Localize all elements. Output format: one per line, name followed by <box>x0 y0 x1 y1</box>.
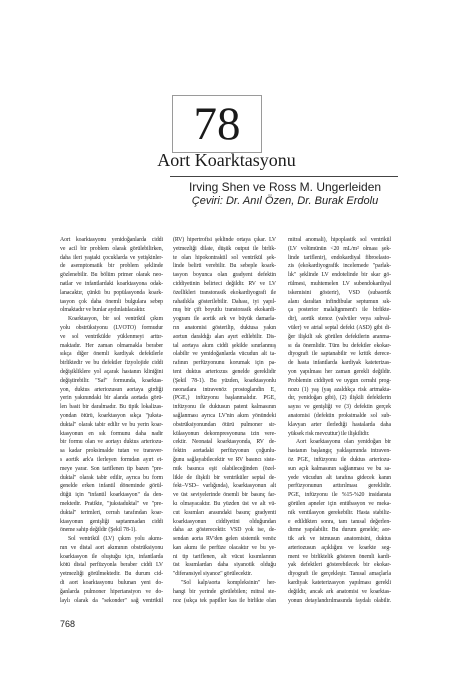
text-line: lanacaktır, çünkü bu popülasyonda koark- <box>60 289 163 296</box>
text-line: (LV volümünün <20 mL/m² olması şek- <box>288 245 391 252</box>
paragraph <box>288 236 391 438</box>
text-line: tent duktus arteriozus genelde gereklidir <box>173 368 276 375</box>
text-line: yon, duktus arteriozusun aortaya girdiği <box>60 386 163 393</box>
paragraph <box>173 236 276 579</box>
text-line: anatomisi (defektin proksimalde sol sub- <box>288 412 391 419</box>
text-line: daha ileri yaştaki çocuklarda ve yetişkinler- <box>60 254 163 261</box>
text-line: ktasyonun genişliği saptanmadan ciddi <box>60 518 163 525</box>
text-line: genelde erken infantil döneminde görül- <box>60 483 163 490</box>
text-line: ktasyonun en sık formunu daha nadir <box>60 430 163 437</box>
text-line: Problemin ciddiyeti ve uygun cerrahi prog- <box>288 377 391 384</box>
text-line: diyografi ile gerçekleşir. Tanısal amaçlarla <box>288 571 391 578</box>
text-line: ve sol ventrikülde yüklenmeyi arttır- <box>60 333 163 340</box>
text-line: tasyon boyunca olan gradyent defektin <box>173 272 276 279</box>
text-line: yolu obstrüksiyonu (LVOTO) formudur <box>60 324 163 331</box>
text-line: üst kısımlardan daha siyanotik olduğu <box>173 562 276 569</box>
text-line: kan akımı ile perfüze olacaktır ve bu ye- <box>173 544 276 551</box>
text-line: mektedir. Pratikte, "jukstaduktal" ve "pre- <box>60 500 163 507</box>
text-line: fektin aortadaki perfüzyonun çoğunlu- <box>173 448 276 455</box>
text-line: koarktasyonun ciddiyetini olduğundan <box>173 518 276 525</box>
text-line: nozu (1) yaş (yaş azaldıkça risk artmakta- <box>288 386 391 393</box>
paragraph <box>60 535 163 605</box>
page-number: 768 <box>60 619 76 629</box>
text-line: diyografi ile saptanabilir ve kritik derece- <box>288 351 391 358</box>
paragraph <box>288 438 391 605</box>
text-line: natlar ve infantlardaki koarktasyona odak- <box>60 280 163 287</box>
text-line: sı da önemlidir. Tüm bu defektler ekokar- <box>288 342 391 349</box>
text-line: değiştirebilir. "Saf" formunda, koarktas- <box>60 377 163 384</box>
text-line: bir formu olan ve aortayı duktus arteriozu- <box>60 439 163 446</box>
text-line: obstrüksiyonundan ötürü pulmoner sir- <box>173 421 276 428</box>
text-line: yon yapılması her zaman gerekli değildir. <box>288 368 391 375</box>
text-line: linde belirti verebilir. Bu sebeple koark- <box>173 263 276 270</box>
text-line: nik ventilasyon gerekebilir. Hasta stabiliz- <box>288 509 391 516</box>
text-line: PGE₁ infüzyonu ile %15-%20 insidansta <box>288 492 391 499</box>
text-line: ciddiyetinin belirteci değildir. RV ve LV <box>173 280 276 287</box>
text-line: s aortik ark'a ilerleyen formdan ayırt et- <box>60 456 163 463</box>
chapter-authors: Irving Shen ve Ross M. Ungerleiden <box>188 180 382 194</box>
text-line: zis (ekokardiyografik incelemede "parlak- <box>288 263 391 270</box>
text-line: değişikliklere yol açarak hastanın kliniğini <box>60 368 163 375</box>
text-line: fekt–VSD– varlığında), koarktasyonun alt <box>173 483 276 490</box>
text-line: yerin yakınındaki bir alanda aortada görü- <box>60 395 163 402</box>
text-line: te olan hipokontraktil sol ventrikül şek- <box>173 254 276 261</box>
text-line: linde tariflenir), endokardiyal fibroelasto- <box>288 254 391 261</box>
text-line: duktal" terimleri, cerrah tarafından koar- <box>60 509 163 516</box>
text-line: maktadır. Her zaman olmamakla beraber <box>60 342 163 349</box>
text-line: de asemptomatik bir problem şeklinde <box>60 263 163 270</box>
text-line: cut kısımları arasındaki basınç gradyenti <box>173 509 276 516</box>
text-line: dir), aortik stenoz (valvüler veya subval- <box>288 316 391 323</box>
text-line: (Şekil 78-1). Bu yüzden, koarktasyonlu <box>173 377 276 384</box>
text-line: laylı olarak da "sekonder" sağ ventrikül <box>60 597 163 604</box>
text-line: infüzyonu ile duktusun patent kalmasının <box>173 404 276 411</box>
text-column <box>60 236 163 605</box>
text-column <box>173 236 276 605</box>
text-line: hastanın başlangıç yaklaşımında intraven- <box>288 448 391 455</box>
text-line: değildir, ancak ark anatomisi ve koarktas- <box>288 588 391 595</box>
text-line: rın anatomisi gösterilip, duktusa yakın <box>173 324 276 331</box>
text-line: kı olmayacaktır. Bu yüzden üst ve alt vü- <box>173 500 276 507</box>
text-line: yondan ötürü, koarktasyon sıkça "juksta- <box>60 412 163 419</box>
text-line: yetmezliği görülmektedir. Bu durum cid- <box>60 571 163 578</box>
text-line: arteriozusun açıklığını ve koarkte seg- <box>288 544 391 551</box>
text-line: rahatlıkla gösterilebilir. Dahası, iyi yapıl- <box>173 298 276 305</box>
text-line: len basit bir daralmadır. Bu tipik lokalizas- <box>60 404 163 411</box>
text-line: düğü için "infantil koarktasyon" da den- <box>60 492 163 499</box>
text-line: duktal" olarak tabir edilir ve bu yerin koar- <box>60 421 163 428</box>
text-line: alanı daraltan infindibular septumun sık- <box>288 298 391 305</box>
text-line: görülen apneler için entübasyon ve meka- <box>288 500 391 507</box>
text-line: Aort koarktasyonu yenidoğanlarda ciddi <box>60 237 163 243</box>
text-line: meye yarar. Son tariflenen tip bazen "pre- <box>60 465 163 472</box>
text-line: (PGE₁) infüzyonu başlanmalıdır. PGE₁ <box>173 395 276 402</box>
chapter-translators: Çeviri: Dr. Anıl Özen, Dr. Burak Erdolu <box>191 195 379 207</box>
text-line: daha az gösterecektir. VSD yok ise, de- <box>173 527 276 534</box>
paragraph <box>60 236 163 315</box>
text-line: de hasta infantlarda kardiyak kateterizas- <box>288 360 391 367</box>
text-line: külasyonun dekompresyonuna izin vere- <box>173 430 276 437</box>
text-line: mış bir çift boyutlu transtorasik ekokardi- <box>173 307 276 314</box>
text-line: vüler) ve atrial septal defekt (ASD) gibi di- <box>288 324 391 331</box>
text-line: ve acil bir problem olarak görülebilirken, <box>60 245 163 252</box>
text-line: Sol ventrikül (LV) çıkım yolu akımı- <box>68 536 163 543</box>
text-line: sun açık kalmasının sağlanması ve bu sa- <box>288 465 391 472</box>
text-line: ğanlarda pulmoner hipertansiyon ve do- <box>60 588 163 595</box>
text-line: mik basınca eşit olabileceğinden (özel- <box>173 465 276 472</box>
text-line: kötü distal perfüzyonla beraber ciddi LV <box>60 562 163 569</box>
text-line: hangi bir yerinde görülebilen; mitral ste- <box>173 588 276 595</box>
text-line: nın ve distal aort akımının obstrüksiyonu <box>60 544 163 551</box>
text-line: sağlanması ayrıca LV'nin akım yönündeki <box>173 412 276 419</box>
text-line: perfüzyonunun arttırılması gereklidir. <box>288 483 391 490</box>
text-line: ni tip tariflenen, alt vücut kısımlarının <box>173 553 276 560</box>
chapter-title: Aort Koarktasyonu <box>157 150 296 170</box>
paragraph <box>60 315 163 535</box>
text-line: (RV) hipertrofisi şeklinde ortaya çıkar. LV <box>173 237 276 243</box>
text-line: yede vücudun alt tarafına gidecek kanın <box>288 474 391 481</box>
text-line: sayısı ve genişliği ve (3) defektin gerçek <box>288 404 391 411</box>
text-line: yak defektleri gösterebilecek bir ekokar- <box>288 562 391 569</box>
text-line: klavyan arter ilerlediği hastalarda daha <box>288 421 391 428</box>
text-line: özellikleri transtorasik ekokardiyografi ile <box>173 289 276 296</box>
text-line: öneme sahip değildir (Şekil 78-1). <box>60 527 137 534</box>
text-column <box>288 236 391 605</box>
text-line: sendan aorta RV'den gelen sistemik venöz <box>173 536 276 543</box>
text-line: "diferansiyel siyanoz" görülecektir. <box>173 571 252 578</box>
text-line: ment ve birliktelik gösteren önemli kardi- <box>288 553 391 560</box>
text-line: "Sol kalp/aorta kompleksinin" her- <box>181 580 276 587</box>
text-line: iskemisini gösterir), VSD (subaortik <box>288 289 391 296</box>
text-line: tal aortaya akım ciddi şekilde sınırlanmış <box>173 342 276 349</box>
text-line: lık" şeklinde LV endotelinde bir skar gö- <box>288 272 391 279</box>
text-line: neonatlara intravenöz prostoglandin E₁ <box>173 386 276 393</box>
chapter-number: 78 <box>193 98 241 150</box>
text-line: dirme yapılabilir. Bu durum genelde; aor- <box>288 527 391 534</box>
text-line: yetmezliği dilate, düşük output ile birlik- <box>173 245 276 252</box>
text-line: tik ark ve istmusun anatomisini, duktus <box>288 536 391 543</box>
text-line: yonun detaylandırılmasında faydalı olabilir. <box>288 597 391 604</box>
text-line: rülmesi, muhtemelen LV subendokardiyal <box>288 280 391 287</box>
text-line: koarktasyon ile oluştuğu için, infantlarda <box>60 553 163 560</box>
text-line: ğer ilişkili sık görülen defektlerin aranma- <box>288 333 391 340</box>
text-line: yogram ile aortik ark ve büyük damarla- <box>173 316 276 323</box>
text-line: tasyon çok daha önemli bulgulara sebep <box>60 298 163 305</box>
text-line: gözlenebilir. Bu bölüm primer olarak neo- <box>60 272 163 279</box>
text-line: dır, yenidoğan gibi), (2) ilişkili defektlerin <box>288 395 391 402</box>
text-line: noz (sıkça tek papiller kas ile birlikte olan <box>173 597 276 604</box>
text-line: sa kadar proksimalde tutan ve transver- <box>60 448 163 455</box>
text-line: birliktedir ve bu defektler fizyolojide ciddi <box>60 360 163 367</box>
text-line: öz PGE₁ infüzyonu ile duktus arteriozu- <box>288 456 391 463</box>
text-line: aortun daraldığı alan ayırt edilebilir. Dis- <box>173 333 276 340</box>
text-line: likle de ilişkili bir ventriküler septal de- <box>173 474 276 481</box>
chapter-number-box <box>172 95 262 153</box>
text-line: rafının perfüzyonunu korumak için pa- <box>173 360 276 367</box>
text-line: duktal" olarak tabir edilir, ayrıca bu form <box>60 474 163 481</box>
text-line: olmaktadır ve bunlar aydınlatılacaktır. <box>60 307 146 314</box>
text-line: di aort koarktasyonu bulunan yeni do- <box>60 580 163 587</box>
text-line: olabilir ve yenidoğanlarda vücudun alt ta- <box>173 351 276 358</box>
text-line: Koarktasyon, bir sol ventrikül çıkım <box>68 316 163 323</box>
text-line: mitral anomali), hipoplastik sol ventrikül <box>288 237 391 243</box>
text-line: e edildikten sonra, tam tanısal değerlen- <box>288 518 391 525</box>
text-line: yüksek risk mevcuttur) ile ilişkilidir. <box>288 430 370 437</box>
text-line: sıkça diğer önemli kardiyak defektlerle <box>60 351 163 358</box>
text-line: Aort koarktasyonu olan yenidoğan bir <box>296 439 391 446</box>
text-line: cektir. Neonatal koarktasyonda, RV de- <box>173 439 276 446</box>
text-line: ğunu sağlayabilecektir ve RV basıncı siste- <box>173 456 276 463</box>
text-line: ve üst seviyelerinde önemli bir basınç far- <box>173 492 276 499</box>
text-line: ça posterior malalignment'ı ile birlikte- <box>288 307 391 314</box>
title-divider <box>170 176 398 177</box>
text-line: kardiyak kateterizasyon yapılması gerekli <box>288 580 391 587</box>
paragraph <box>173 579 276 605</box>
